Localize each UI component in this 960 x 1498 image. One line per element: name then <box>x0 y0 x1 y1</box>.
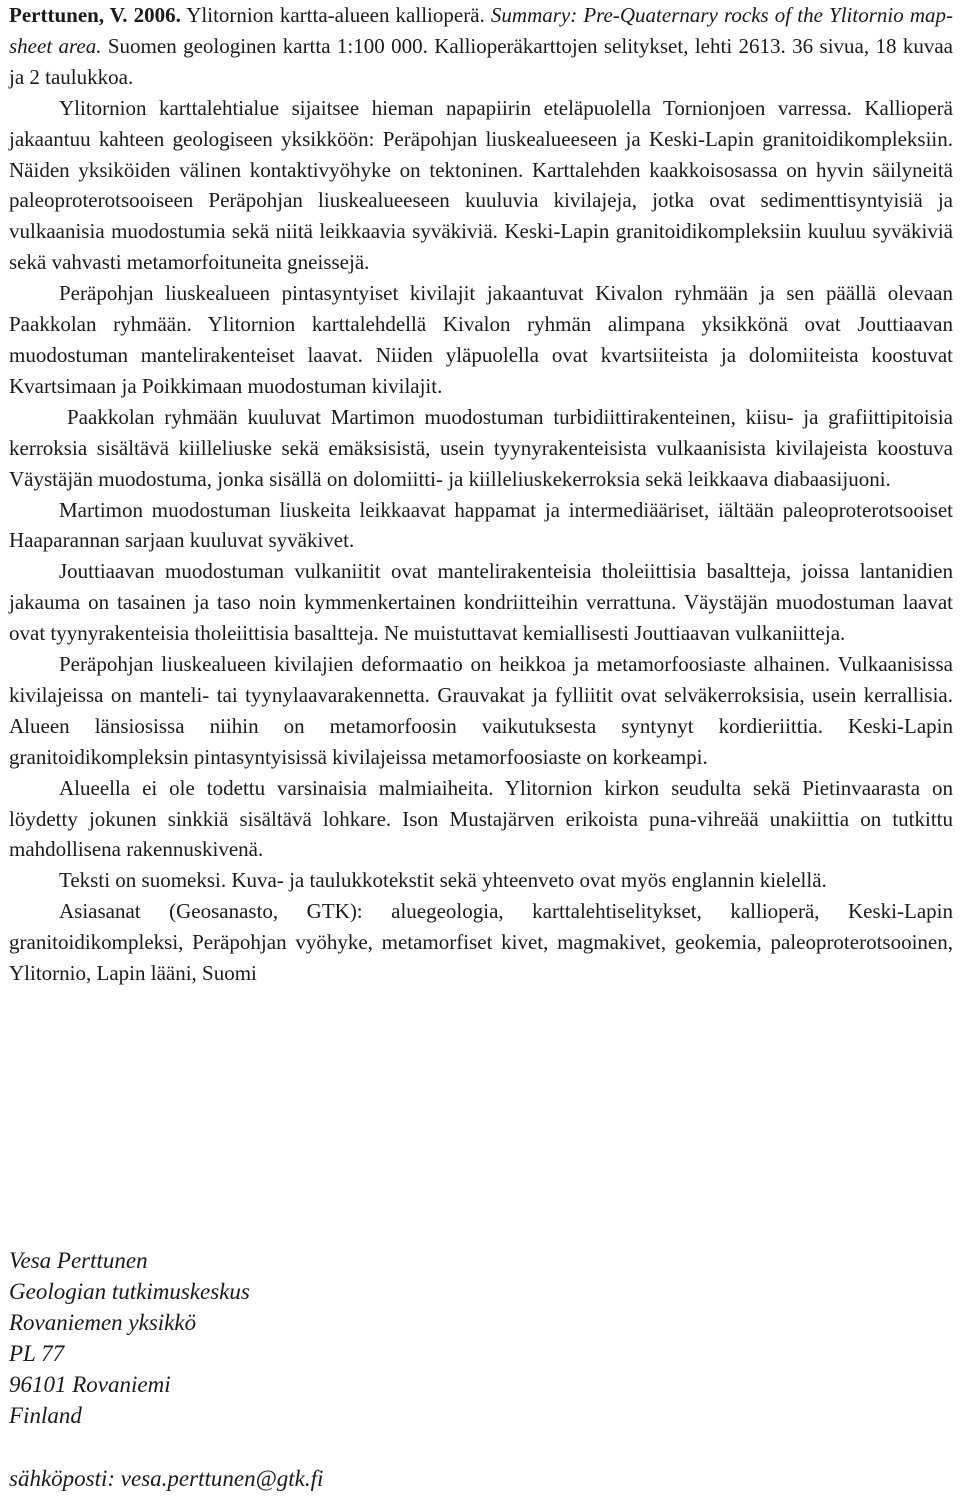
abstract-paragraph-4: Martimon muodostuman liuskeita leikkaavat happamat ja intermediääriset, iältään paleoproterotsooiset Haaparannan sarjaan kuuluvat syväkivet. <box>9 497 953 553</box>
abstract-paragraph-2: Peräpohjan liuskealueen pintasyntyiset kivilajit jakaantuvat Kivalon ryhmään ja sen päällä olevaan Paakkolan ryhmään. Ylitornion karttalehdellä Kivalon ryhmän alimpana yksikkönä ovat Jouttiaavan muodostuman mantelirakenteiset laavat. Niiden yläpuolella ovat kvartsiiteista ja dolomiiteista koostuvat Kvartsimaan ja Poikkimaan muodostuman kivilajit. <box>9 281 953 398</box>
abstract-paragraph-7: Alueella ei ole todettu varsinaisia malmiaiheita. Ylitornion kirkon seudulta sekä Pietinvaarasta on löydetty jokunen sinkkiä sisältävä lohkare. Ison Mustajärven erikoista puna-vihreää unakiittia on tutkittu mahdollisena rakennuskivenä. <box>9 775 953 862</box>
citation-author-year: Perttunen, V. 2006. <box>9 3 181 27</box>
abstract-paragraph-5: Jouttiaavan muodostuman vulkaniitit ovat mantelirakenteisia tholeiittisia basaltteja, joissa lantanidien jakauma on tasainen ja taso noin kymmenkertainen kondriitteihin verrattuna. Väystäjän muodostuman laavat ovat tyynyrakenteisia tholeiittisia basaltteja. Ne muistuttavat kemiallisesti Jouttiaavan vulkaniitteja. <box>9 559 953 646</box>
keywords-paragraph: Asiasanat (Geosanasto, GTK): aluegeologia, karttalehtiselitykset, kallioperä, Keski-Lapin granitoidikompleksi, Peräpohjan vyöhyke, metamorfiset kivet, magmakivet, geokemia, paleoproterotsooinen, Ylitornio, Lapin lääni, Suomi <box>9 899 953 986</box>
author-email: sähköposti: vesa.perttunen@gtk.fi <box>9 1466 324 1491</box>
author-unit: Rovaniemen yksikkö <box>9 1310 197 1335</box>
author-address <box>9 1245 250 1431</box>
citation-paragraph <box>9 0 953 93</box>
abstract-text <box>9 0 953 989</box>
citation-series: Suomen geologinen kartta 1:100 000. Kallioperäkarttojen selitykset, lehti 2613. 36 sivua, 18 kuvaa ja 2 taulukkoa. <box>9 33 953 89</box>
abstract-paragraph-8: Teksti on suomeksi. Kuva- ja taulukkotekstit sekä yhteenveto ovat myös englannin kielellä. <box>59 868 827 893</box>
author-country: Finland <box>9 1403 82 1428</box>
citation-title: Ylitornion kartta-alueen kallioperä. <box>186 3 485 27</box>
author-postal-city: 96101 Rovaniemi <box>9 1372 171 1397</box>
author-organization: Geologian tutkimuskeskus <box>9 1279 250 1304</box>
author-po-box: PL 77 <box>9 1341 65 1366</box>
abstract-paragraph-1: Ylitornion karttalehtialue sijaitsee hieman napapiirin eteläpuolella Tornionjoen varressa. Kallioperä jakaantuu kahteen geologiseen yksikköön: Peräpohjan liuskealueeseen ja Keski-Lapin granitoidikompleksiin. Näiden yksiköiden välinen kontaktivyöhyke on tektoninen. Karttalehden kaakkoisosassa on hyvin säilyneitä paleoproterotsooiseen Peräpohjan liuskealueeseen kuuluvia kivilajeja, jotka ovat sedimenttisyntyisiä ja vulkaanisia muodostumia sekä niitä leikkaavia syväkiviä. Keski-Lapin granitoidikompleksiin kuuluu syväkiviä sekä vahvasti metamorfoituneita gneissejä. <box>9 95 953 275</box>
citation-summary: Summary: Pre-Quaternary rocks of the Ylitornio map-sheet area. <box>9 3 953 58</box>
abstract-page <box>9 0 953 989</box>
abstract-paragraph-6: Peräpohjan liuskealueen kivilajien deformaatio on heikkoa ja metamorfoosiaste alhainen. Vulkaanisissa kivilajeissa on manteli- tai tyynylaavarakennetta. Grauvakat ja fylliitit ovat selväkerroksisia, usein kerrallisia. Alueen länsiosissa niihin on metamorfoosin vaikutuksesta syntynyt kordieriittia. Keski-Lapin granitoidikompleksin pintasyntyisissä kivilajeissa metamorfoosiaste on korkeampi. <box>9 652 953 769</box>
abstract-paragraph-3: Paakkolan ryhmään kuuluvat Martimon muodostuman turbidiittirakenteinen, kiisu- ja grafiittipitoisia kerroksia sisältävä kiilleliuske sekä emäksisistä, usein tyynyrakenteisista vulkaanisista kivilajeista koostuva Väystäjän muodostuma, jonka sisällä on dolomiitti- ja kiilleliuskekerroksia sekä leikkaava diabaasijuoni. <box>9 404 953 491</box>
author-name: Vesa Perttunen <box>9 1248 148 1273</box>
